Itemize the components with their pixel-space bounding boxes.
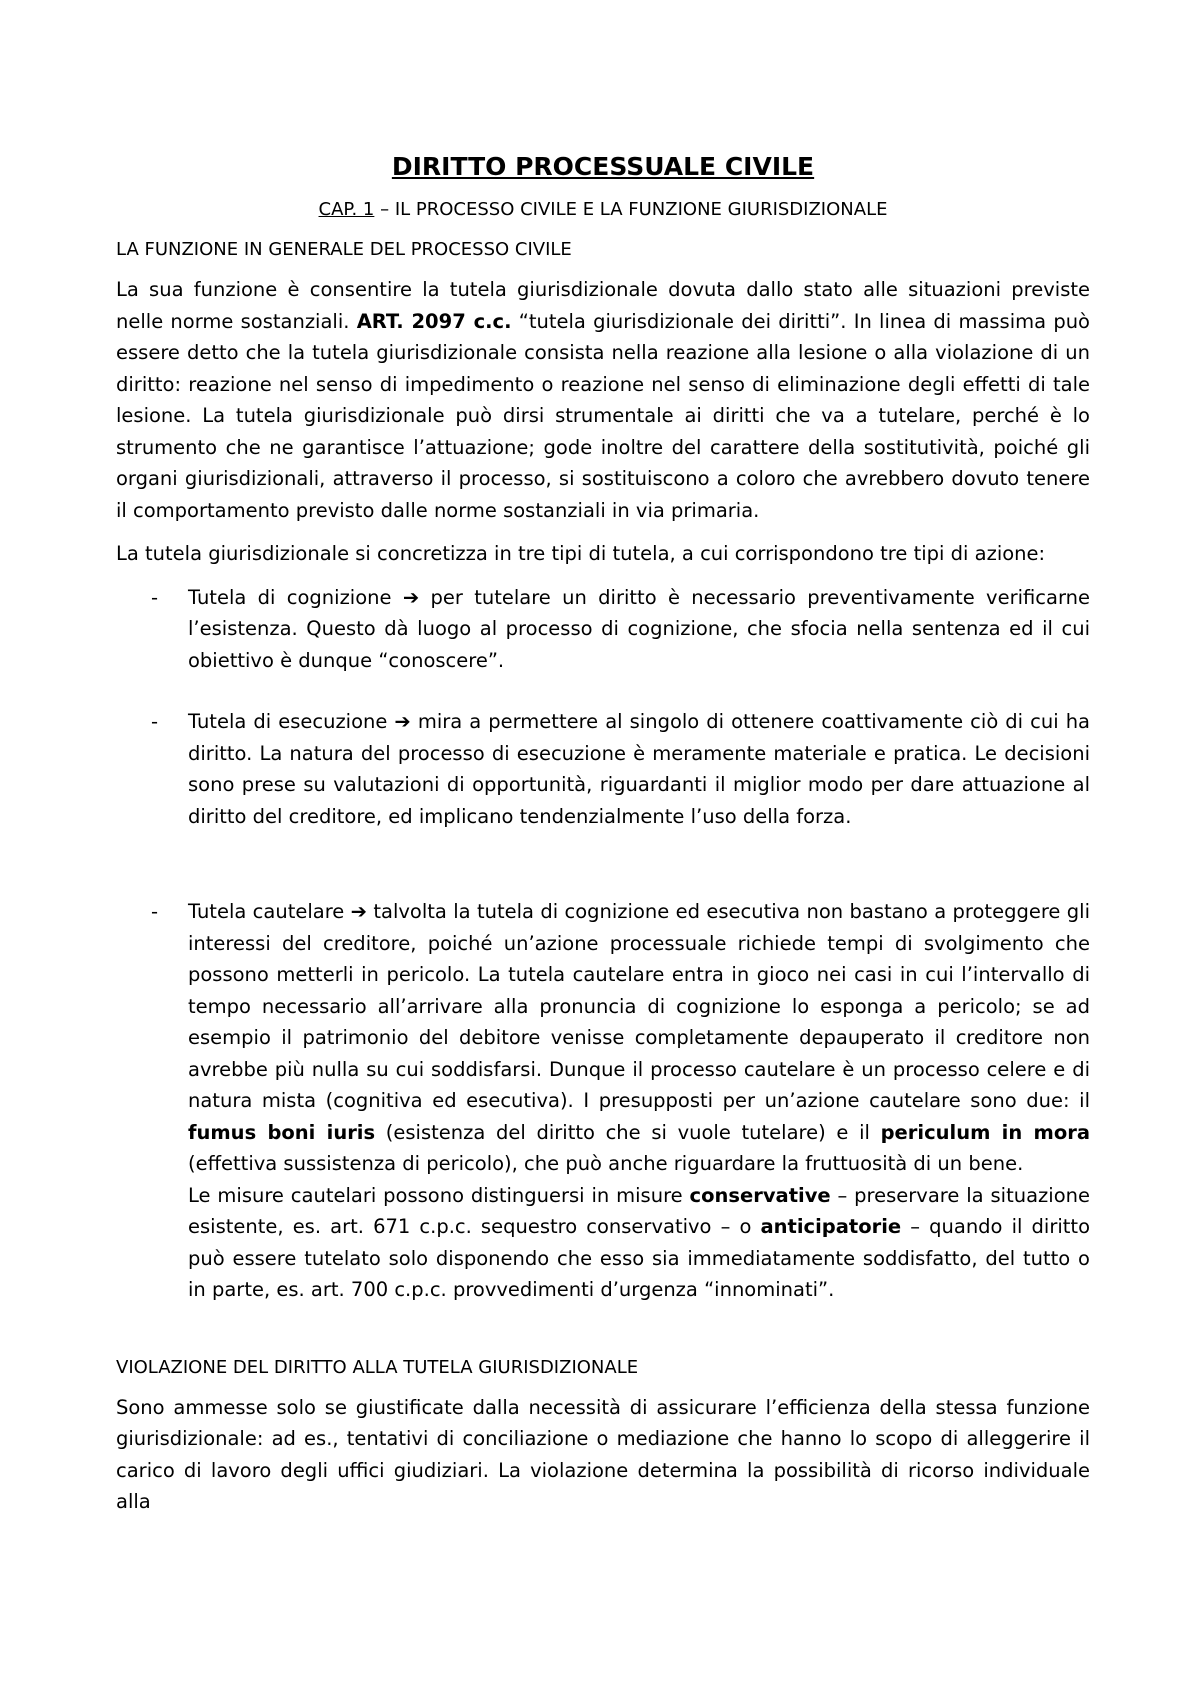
list-item-cognizione	[116, 582, 1090, 677]
chapter-title: IL PROCESSO CIVILE E LA FUNZIONE GIURISDIZIONALE	[394, 199, 888, 220]
list-item-text: – quando il diritto può essere tutelato solo disponendo che esso sia immediatamente soddisfatto, del tutto o in parte, es. art. 700 c.p.c. provvedimenti d’urgenza “innominati”.	[188, 1215, 1090, 1301]
list-item-esecuzione	[116, 706, 1090, 832]
list-item-text: Tutela di cognizione ➔ per tutelare un diritto è necessario preventivamente verificarne l’esistenza. Questo dà luogo al processo di cognizione, che sfocia nella sentenza ed il cui obiettivo è dunque “conoscere”.	[188, 585, 1090, 672]
tutela-list	[116, 582, 1090, 1306]
section-heading-funzione: LA FUNZIONE IN GENERALE DEL PROCESSO CIVILE	[116, 239, 572, 260]
chapter-label: CAP. 1	[318, 199, 375, 220]
list-item-text: (esistenza del diritto che si vuole tutelare) e il	[375, 1120, 881, 1144]
chapter-heading	[116, 196, 1090, 224]
bold-term-anticipatorie: anticipatorie	[760, 1215, 902, 1238]
list-item-cautelare	[116, 896, 1090, 1306]
paragraph-text: La sua funzione è consentire la tutela giurisdizionale dovuta dallo stato alle situazioni previste nelle norme sostanziali.	[116, 278, 1090, 333]
paragraph-tipi-tutela: La tutela giurisdizionale si concretizza in tre tipi di tutela, a cui corrispondono tre tipi di azione:	[116, 542, 1046, 565]
list-dash: -	[151, 585, 159, 609]
list-item-text: Le misure cautelari possono distinguersi in misure	[188, 1183, 690, 1207]
document-content	[116, 150, 1090, 1530]
paragraph-funzione	[116, 274, 1090, 526]
list-item-text: Tutela di esecuzione ➔ mira a permettere al singolo di ottenere coattivamente ciò di cui ha diritto. La natura del processo di esecuzione è meramente materiale e pratica. Le decisioni sono prese su valutazioni di opportunità, riguardanti il miglior modo per dare attuazione al diritto del creditore, ed implicano tendenzialmente l’uso della forza.	[188, 710, 1090, 828]
list-dash: -	[151, 710, 159, 733]
bold-term-periculum: periculum in mora	[880, 1120, 1090, 1144]
paragraph-violazione: Sono ammesse solo se giustificate dalla necessità di assicurare l’efficienza della stessa funzione giurisdizionale: ad es., tentativi di conciliazione o mediazione che hanno lo scopo di alleggerire il carico di lavoro degli uffici giudiziari. La violazione determina la possibilità di ricorso individuale alla	[116, 1395, 1090, 1513]
bold-term-fumus: fumus boni iuris	[188, 1120, 376, 1144]
section-heading-violazione: VIOLAZIONE DEL DIRITTO ALLA TUTELA GIURISDIZIONALE	[116, 1356, 639, 1378]
paragraph-text: “tutela giurisdizionale dei diritti”. In linea di massima può essere detto che la tutela giurisdizionale consista nella reazione alla lesione o alla violazione di un diritto: reazione nel senso di impedimento o reazione nel senso di eliminazione degli effetti di tale lesione. La tutela giurisdizionale può dirsi strumentale ai diritti che va a tutelare, perché è lo strumento che ne garantisce l’attuazione; gode inoltre del carattere della sostitutività, poiché gli organi giurisdizionali, attraverso il processo, si sostituiscono a coloro che avrebbero dovuto tenere il comportamento previsto dalle norme sostanziali in via primaria.	[116, 309, 1090, 522]
document-title: DIRITTO PROCESSUALE CIVILE	[391, 152, 815, 181]
list-item-text: – preservare la situazione esistente, es. art. 671 c.p.c. sequestro conservativo – o	[188, 1183, 1090, 1238]
bold-term-conservative: conservative	[689, 1183, 831, 1207]
chapter-dash: –	[374, 199, 395, 220]
list-item-text: Tutela cautelare ➔ talvolta la tutela di cognizione ed esecutiva non bastano a proteggere gli interessi del creditore, poiché un’azione processuale richiede tempi di svolgimento che possono metterli in pericolo. La tutela cautelare entra in gioco nei casi in cui l’intervallo di tempo necessario all’arrivare alla pronuncia di cognizione lo esponga a pericolo; se ad esempio il patrimonio del debitore venisse completamente depauperato il creditore non avrebbe più nulla su cui soddisfarsi. Dunque il processo cautelare è un processo celere e di natura mista (cognitiva ed esecutiva). I presupposti per un’azione cautelare sono due: il	[188, 900, 1090, 1112]
list-item-text: (effettiva sussistenza di pericolo), che può anche riguardare la fruttuosità di un bene.	[188, 1152, 1024, 1175]
bold-article-ref: ART. 2097 c.c.	[356, 309, 512, 333]
list-dash: -	[151, 900, 159, 923]
